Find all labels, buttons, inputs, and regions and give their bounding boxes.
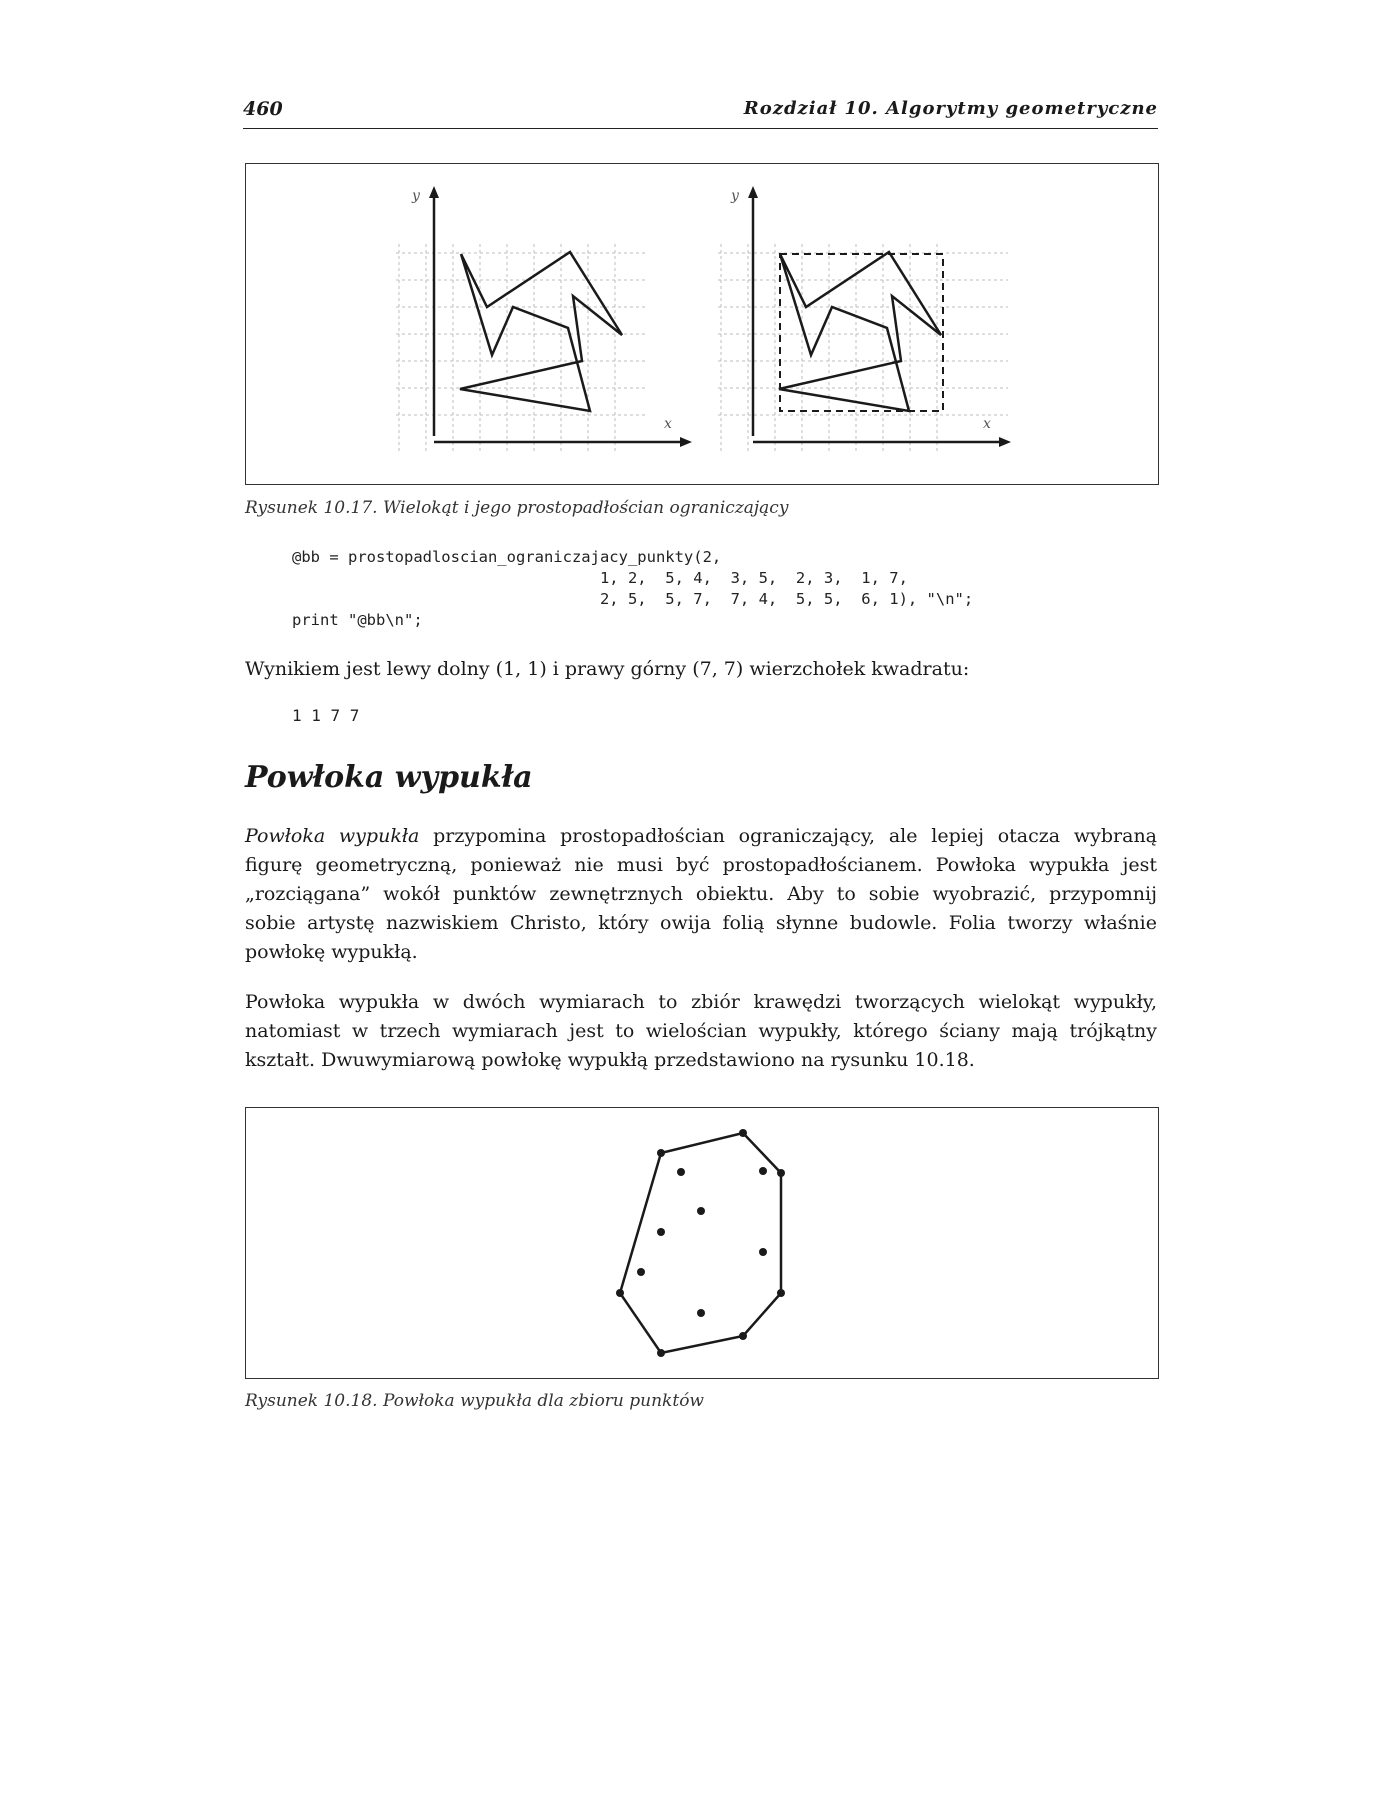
right-x-label: x (983, 416, 991, 432)
paragraph-convex-hull-dimensions (245, 988, 1157, 1075)
paragraph-line (245, 822, 1157, 851)
left-polygon (460, 252, 622, 411)
page-number: 460 (243, 98, 283, 120)
right-x-arrow-icon (999, 437, 1011, 447)
figure-polygon-bounding-box (245, 163, 1159, 485)
hull-point (777, 1289, 785, 1297)
code-line: 1, 2, 5, 4, 3, 5, 2, 3, 1, 7, (292, 569, 908, 587)
right-y-arrow-icon (748, 186, 758, 198)
figure-convex-hull (245, 1107, 1159, 1379)
right-panel (718, 186, 1011, 454)
paragraph-line: powłokę wypukłą. (245, 941, 418, 963)
result-output: 1 1 7 7 (292, 706, 360, 725)
hull-point (657, 1349, 665, 1357)
result-text: Wynikiem jest lewy dolny (1, 1) i prawy górny (7, 7) wierzchołek kwadratu: (245, 658, 970, 680)
paragraph-line: natomiast w trzech wymiarach jest to wielościan wypukły, którego ściany mają trójkątny (245, 1020, 1157, 1042)
paragraph-line: kształt. Dwuwymiarową powłokę wypukłą przedstawiono na rysunku 10.18. (245, 1049, 975, 1071)
page-header (243, 98, 1158, 129)
code-line: @bb = prostopadloscian_ograniczajacy_punkty(2, (292, 548, 722, 566)
paragraph-line: Powłoka wypukła w dwóch wymiarach to zbiór krawędzi tworzących wielokąt wypukły, (245, 991, 1157, 1013)
inner-point (759, 1167, 767, 1175)
convex-hull-polygon (620, 1133, 781, 1353)
code-line: 2, 5, 5, 7, 7, 4, 5, 5, 6, 1), "\n"; (292, 590, 974, 608)
hull-point (739, 1332, 747, 1340)
inner-point (759, 1248, 767, 1256)
left-x-arrow-icon (680, 437, 692, 447)
hull-point (616, 1289, 624, 1297)
code-listing (292, 547, 973, 631)
figure-1-caption: Rysunek 10.17. Wielokąt i jego prostopadłościan ograniczający (245, 498, 789, 518)
inner-point (697, 1207, 705, 1215)
paragraph-text: przypomina prostopadłościan ograniczający, ale lepiej otacza wybraną (419, 825, 1158, 847)
figure-2-caption: Rysunek 10.18. Powłoka wypukła dla zbioru punktów (245, 1391, 704, 1411)
right-polygon (779, 252, 941, 411)
figure-2-svg (246, 1108, 1158, 1378)
paragraph-line: figurę geometryczną, ponieważ nie musi być prostopadłościanem. Powłoka wypukła jest (245, 854, 1157, 876)
right-grid (718, 244, 1008, 454)
hull-point (657, 1149, 665, 1157)
paragraph-convex-hull-intro (245, 822, 1157, 967)
section-title: Powłoka wypukła (245, 760, 533, 795)
code-line: print "@bb\n"; (292, 611, 423, 629)
hull-point (739, 1129, 747, 1137)
left-panel (396, 186, 692, 454)
emphasis-term: Powłoka wypukła (245, 825, 420, 847)
inner-point (637, 1268, 645, 1276)
figure-1-svg (246, 164, 1158, 484)
left-x-label: x (664, 416, 672, 432)
right-y-label: y (731, 188, 739, 204)
left-y-arrow-icon (429, 186, 439, 198)
inner-point (677, 1168, 685, 1176)
paragraph-line: sobie artystę nazwiskiem Christo, który owija folią słynne budowle. Folia tworzy właśnie (245, 912, 1157, 934)
inner-point (697, 1309, 705, 1317)
inner-point (657, 1228, 665, 1236)
hull-point (777, 1169, 785, 1177)
paragraph-line: „rozciągana” wokół punktów zewnętrznych obiektu. Aby to sobie wyobrazić, przypomnij (245, 883, 1157, 905)
left-y-label: y (412, 188, 420, 204)
running-head: Rozdział 10. Algorytmy geometryczne (743, 98, 1158, 119)
